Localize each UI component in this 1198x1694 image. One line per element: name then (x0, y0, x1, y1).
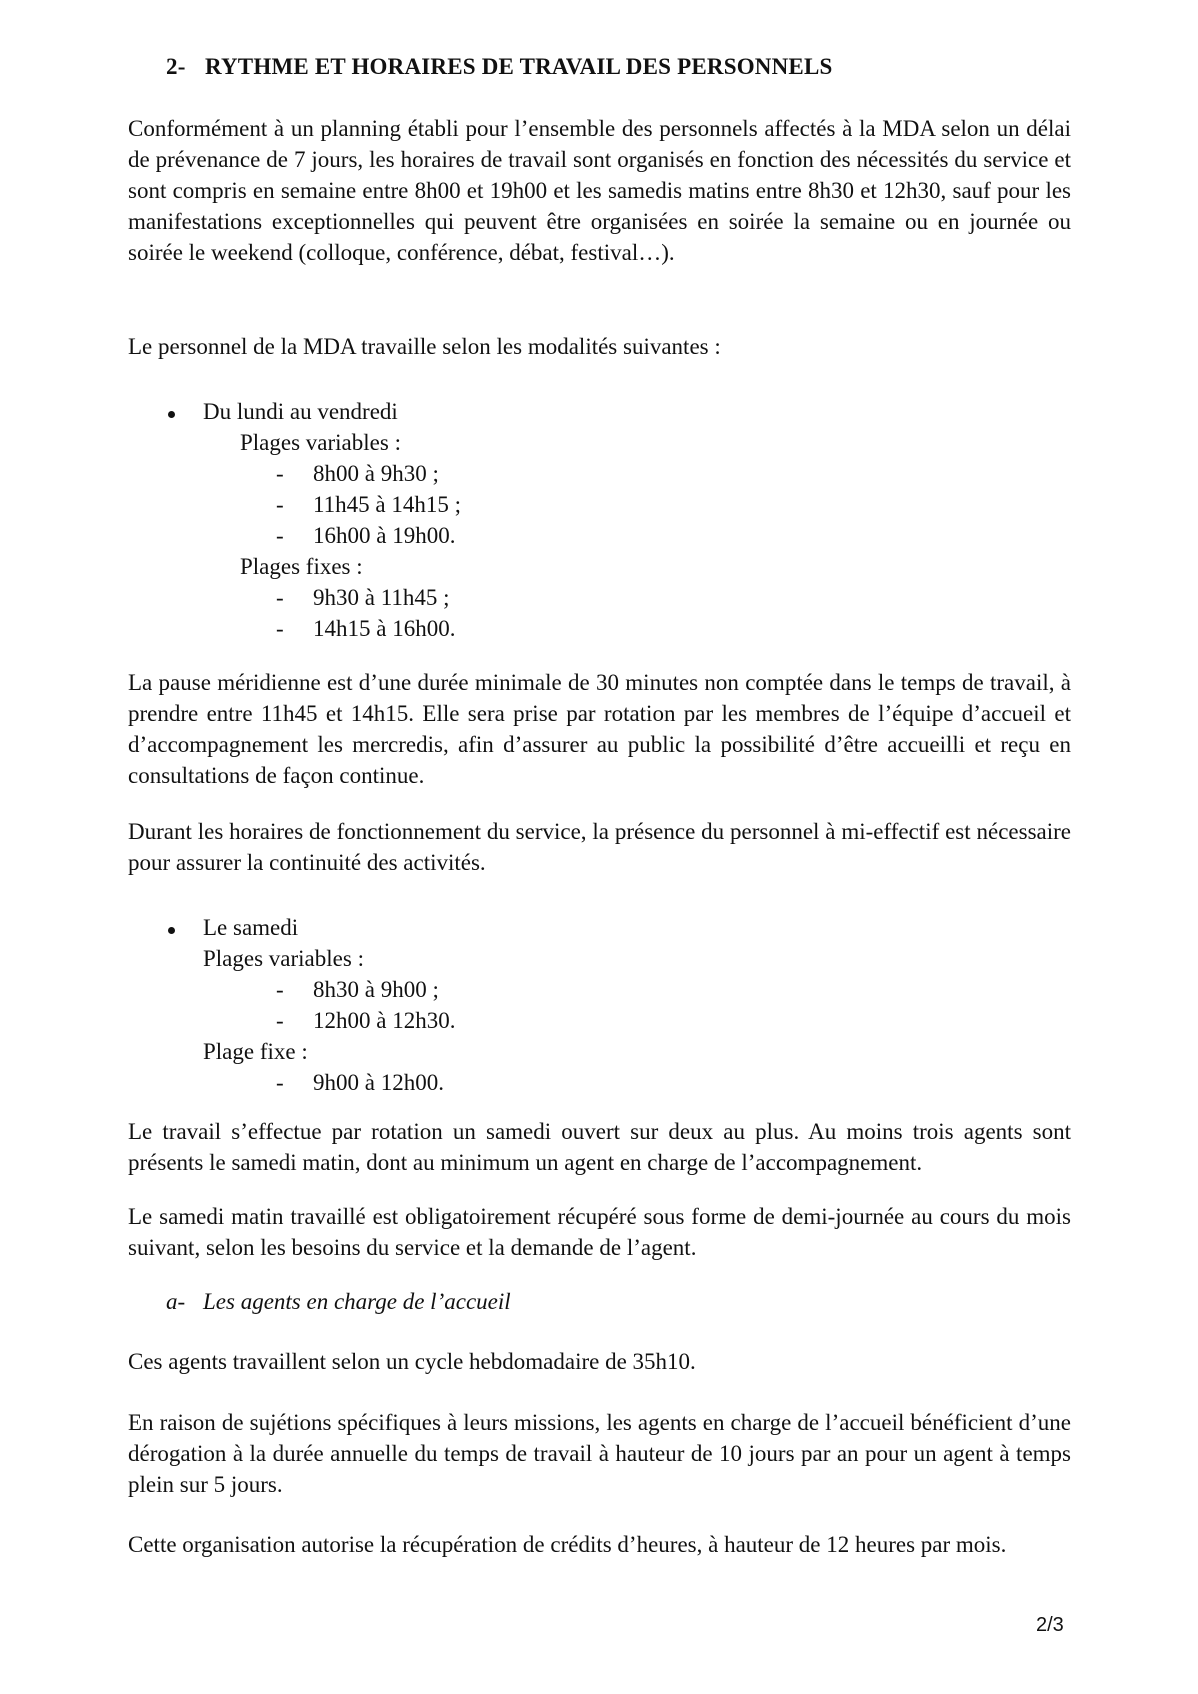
paragraph-intro: Conformément à un planning établi pour l’ensemble des personnels affectés à la MDA selon un délai de prévenance de 7 jours, les horaires de travail sont organisés en fonction des nécessités du service et sont compris en semaine entre 8h00 et 19h00 et les samedis matins entre 8h30 et 12h30, sauf pour les manifestations exceptionnelles qui peuvent être organisées en soirée la semaine ou en journée ou soirée le weekend (colloque, conférence, débat, festival…). (128, 116, 1071, 265)
paragraph-rotation: Le travail s’effectue par rotation un samedi ouvert sur deux au plus. Au moins trois agents sont présents le samedi matin, dont au minimum un agent en charge de l’accompagnement. (128, 1119, 1071, 1175)
dash-marker: - (276, 492, 284, 517)
saturday-fixed-label: Plage fixe : (203, 1039, 308, 1064)
dash-marker: - (276, 616, 284, 641)
paragraph-recuperation: Le samedi matin travaillé est obligatoirement récupéré sous forme de demi-journée au cours du mois suivant, selon les besoins du service et la demande de l’agent. (128, 1204, 1071, 1260)
section-number: 2- (166, 54, 186, 79)
paragraph-credits: Cette organisation autorise la récupération de crédits d’heures, à hauteur de 12 heures par mois. (128, 1532, 1007, 1557)
paragraph-derogation: En raison de sujétions spécifiques à leurs missions, les agents en charge de l’accueil bénéficient d’une dérogation à la durée annuelle du temps de travail à hauteur de 10 jours par an pour un agent à temps plein sur 5 jours. (128, 1410, 1071, 1497)
list-item: 14h15 à 16h00. (313, 616, 456, 641)
dash-marker: - (276, 523, 284, 548)
list-item: 9h30 à 11h45 ; (313, 585, 450, 610)
weekdays-variable-label: Plages variables : (240, 430, 401, 455)
dash-marker: - (276, 461, 284, 486)
bullet-icon (168, 411, 175, 418)
dash-marker: - (276, 1008, 284, 1033)
list-item: 9h00 à 12h00. (313, 1070, 444, 1095)
subsection-title: Les agents en charge de l’accueil (203, 1289, 511, 1314)
weekdays-fixed-label: Plages fixes : (240, 554, 363, 579)
section-title: RYTHME ET HORAIRES DE TRAVAIL DES PERSONNELS (205, 54, 833, 79)
paragraph-presence: Durant les horaires de fonctionnement du service, la présence du personnel à mi-effectif est nécessaire pour assurer la continuité des activités. (128, 819, 1071, 875)
paragraph-cycle: Ces agents travaillent selon un cycle hebdomadaire de 35h10. (128, 1349, 696, 1374)
list-item: 16h00 à 19h00. (313, 523, 456, 548)
list-item: 12h00 à 12h30. (313, 1008, 456, 1033)
dash-marker: - (276, 977, 284, 1002)
list-item: 8h30 à 9h00 ; (313, 977, 439, 1002)
saturday-label: Le samedi (203, 915, 299, 940)
dash-marker: - (276, 585, 284, 610)
saturday-variable-label: Plages variables : (203, 946, 364, 971)
list-item: 8h00 à 9h30 ; (313, 461, 439, 486)
paragraph-modalites: Le personnel de la MDA travaille selon les modalités suivantes : (128, 334, 721, 359)
weekdays-label: Du lundi au vendredi (203, 399, 398, 424)
dash-marker: - (276, 1070, 284, 1095)
bullet-icon (168, 927, 175, 934)
list-item: 11h45 à 14h15 ; (313, 492, 461, 517)
paragraph-pause: La pause méridienne est d’une durée minimale de 30 minutes non comptée dans le temps de travail, à prendre entre 11h45 et 14h15. Elle sera prise par rotation par les membres de l’équipe d’accueil et d’accompagnement les mercredis, afin d’assurer au public la possibilité d’être accueilli et reçu en consultations de façon continue. (128, 670, 1071, 788)
subsection-letter: a- (166, 1289, 186, 1314)
page-number: 2/3 (1036, 1614, 1064, 1636)
